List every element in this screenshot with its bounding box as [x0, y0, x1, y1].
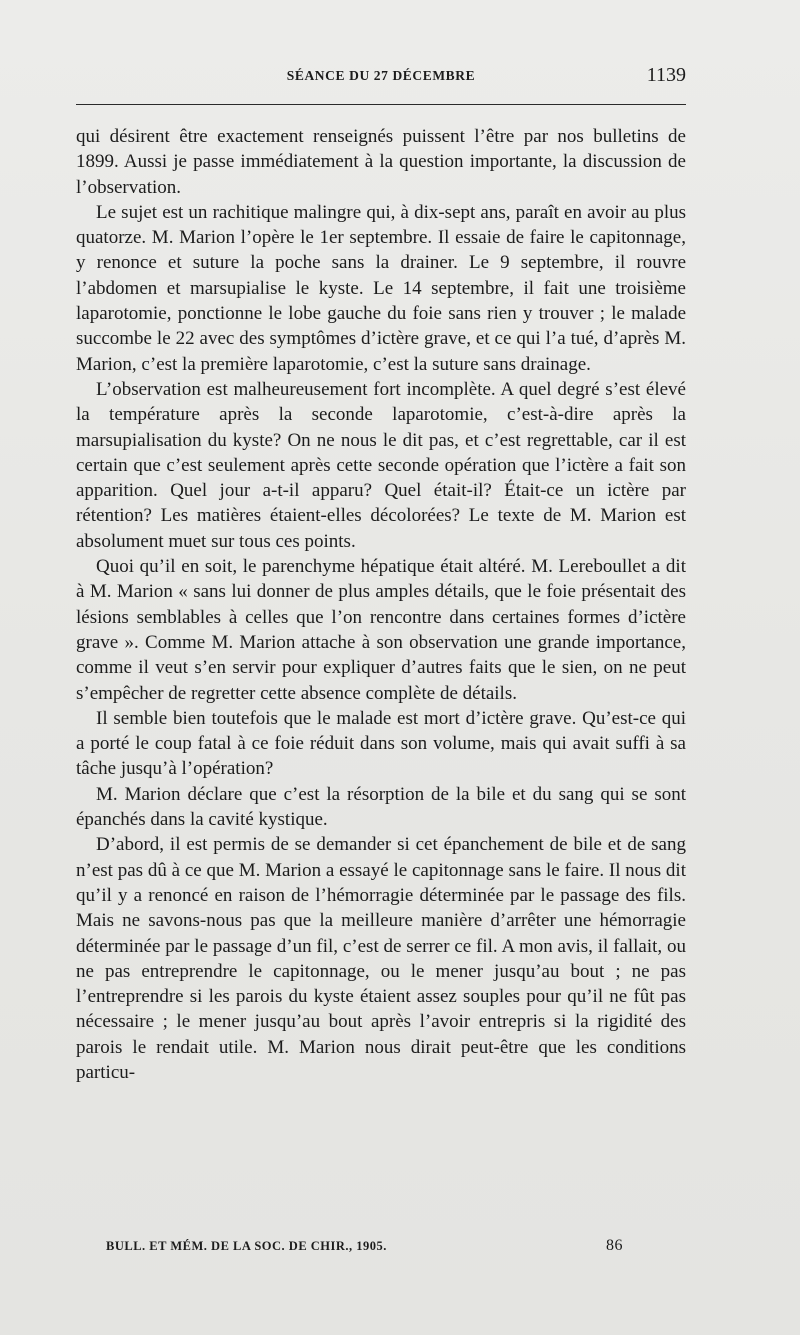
paragraph: Le sujet est un rachitique malingre qui, à dix-sept ans, paraît en avoir au plus quatorze. M. Marion l’opère le 1er septembre. Il essaie de faire le capitonnage, y renonce et suture la poche sans la drainer. Le 9 septembre, il rouvre l’abdomen et marsupialise le kyste. Le 14 septembre, il fait une troisième laparotomie, ponctionne le lobe gauche du foie sans rien y trouver ; le malade succombe le 22 avec des symptômes d’ictère grave, et ce qui l’a tué, d’après M. Marion, c’est la première laparotomie, c’est la suture sans drainage.: [76, 201, 686, 375]
header-rule: [76, 104, 686, 105]
paragraph: M. Marion déclare que c’est la résorption de la bile et du sang qui se sont épanchés dans la cavité kystique.: [76, 783, 686, 831]
signature-mark: 86: [606, 1237, 623, 1254]
paragraph: L’observation est malheureusement fort incomplète. A quel degré s’est élevé la température après la seconde laparotomie, c’est-à-dire après la marsupialisation du kyste? On ne nous le dit pas, et c’est regrettable, car il est certain que c’est seulement après cette seconde opération que l’ictère a fait son apparition. Quel jour a-t-il apparu? Quel était-il? Était-ce un ictère par rétention? Les matières étaient-elles décolorées? Le texte de M. Marion est absolument muet sur tous ces points.: [76, 378, 686, 552]
paragraph: Quoi qu’il en soit, le parenchyme hépatique était altéré. M. Lereboullet a dit à M. Marion « sans lui donner de plus amples détails, que le foie présentait des lésions semblables à celles que l’on rencontre dans certaines formes d’ictère grave ». Comme M. Marion attache à son observation une grande importance, comme il veut s’en servir pour expliquer d’autres faits que le sien, on ne peut s’empêcher de regretter cette absence complète de détails.: [76, 556, 686, 704]
paragraph: D’abord, il est permis de se demander si cet épanchement de bile et de sang n’est pas dû à ce que M. Marion a essayé le capitonnage sans le faire. Il nous dit qu’il y a renoncé en raison de l’hémorragie déterminée par le passage des fils. Mais ne savons-nous pas que la meilleure manière d’arrêter une hémorragie déterminée par le passage d’un fil, c’est de serrer ce fil. A mon avis, il fallait, ou ne pas entreprendre le capitonnage, ou le mener jusqu’au bout ; ne pas l’entreprendre si les parois du kyste étaient assez souples pour qu’il ne fût pas nécessaire ; le mener jusqu’au bout après l’avoir entrepris si la rigidité des parois le rendait utile. M. Marion nous dirait peut-être que les conditions particu-: [76, 834, 686, 1083]
paragraph-continuation: qui désirent être exactement renseignés puissent l’être par nos bulletins de 1899. Aussi je passe immédiatement à la question importante, la discussion de l’observation.: [76, 126, 686, 198]
page-number: 1139: [646, 64, 686, 86]
body-text: [76, 124, 686, 1085]
running-title: SÉANCE DU 27 DÉCEMBRE: [286, 68, 476, 83]
page-footer: [106, 1237, 686, 1261]
journal-reference: BULL. ET MÉM. DE LA SOC. DE CHIR., 1905.: [106, 1239, 387, 1253]
paragraph: Il semble bien toutefois que le malade est mort d’ictère grave. Qu’est-ce qui a porté le coup fatal à ce foie réduit dans son volume, mais qui avait suffi à sa tâche jusqu’à l’opération?: [76, 707, 686, 780]
running-head: [76, 64, 686, 90]
